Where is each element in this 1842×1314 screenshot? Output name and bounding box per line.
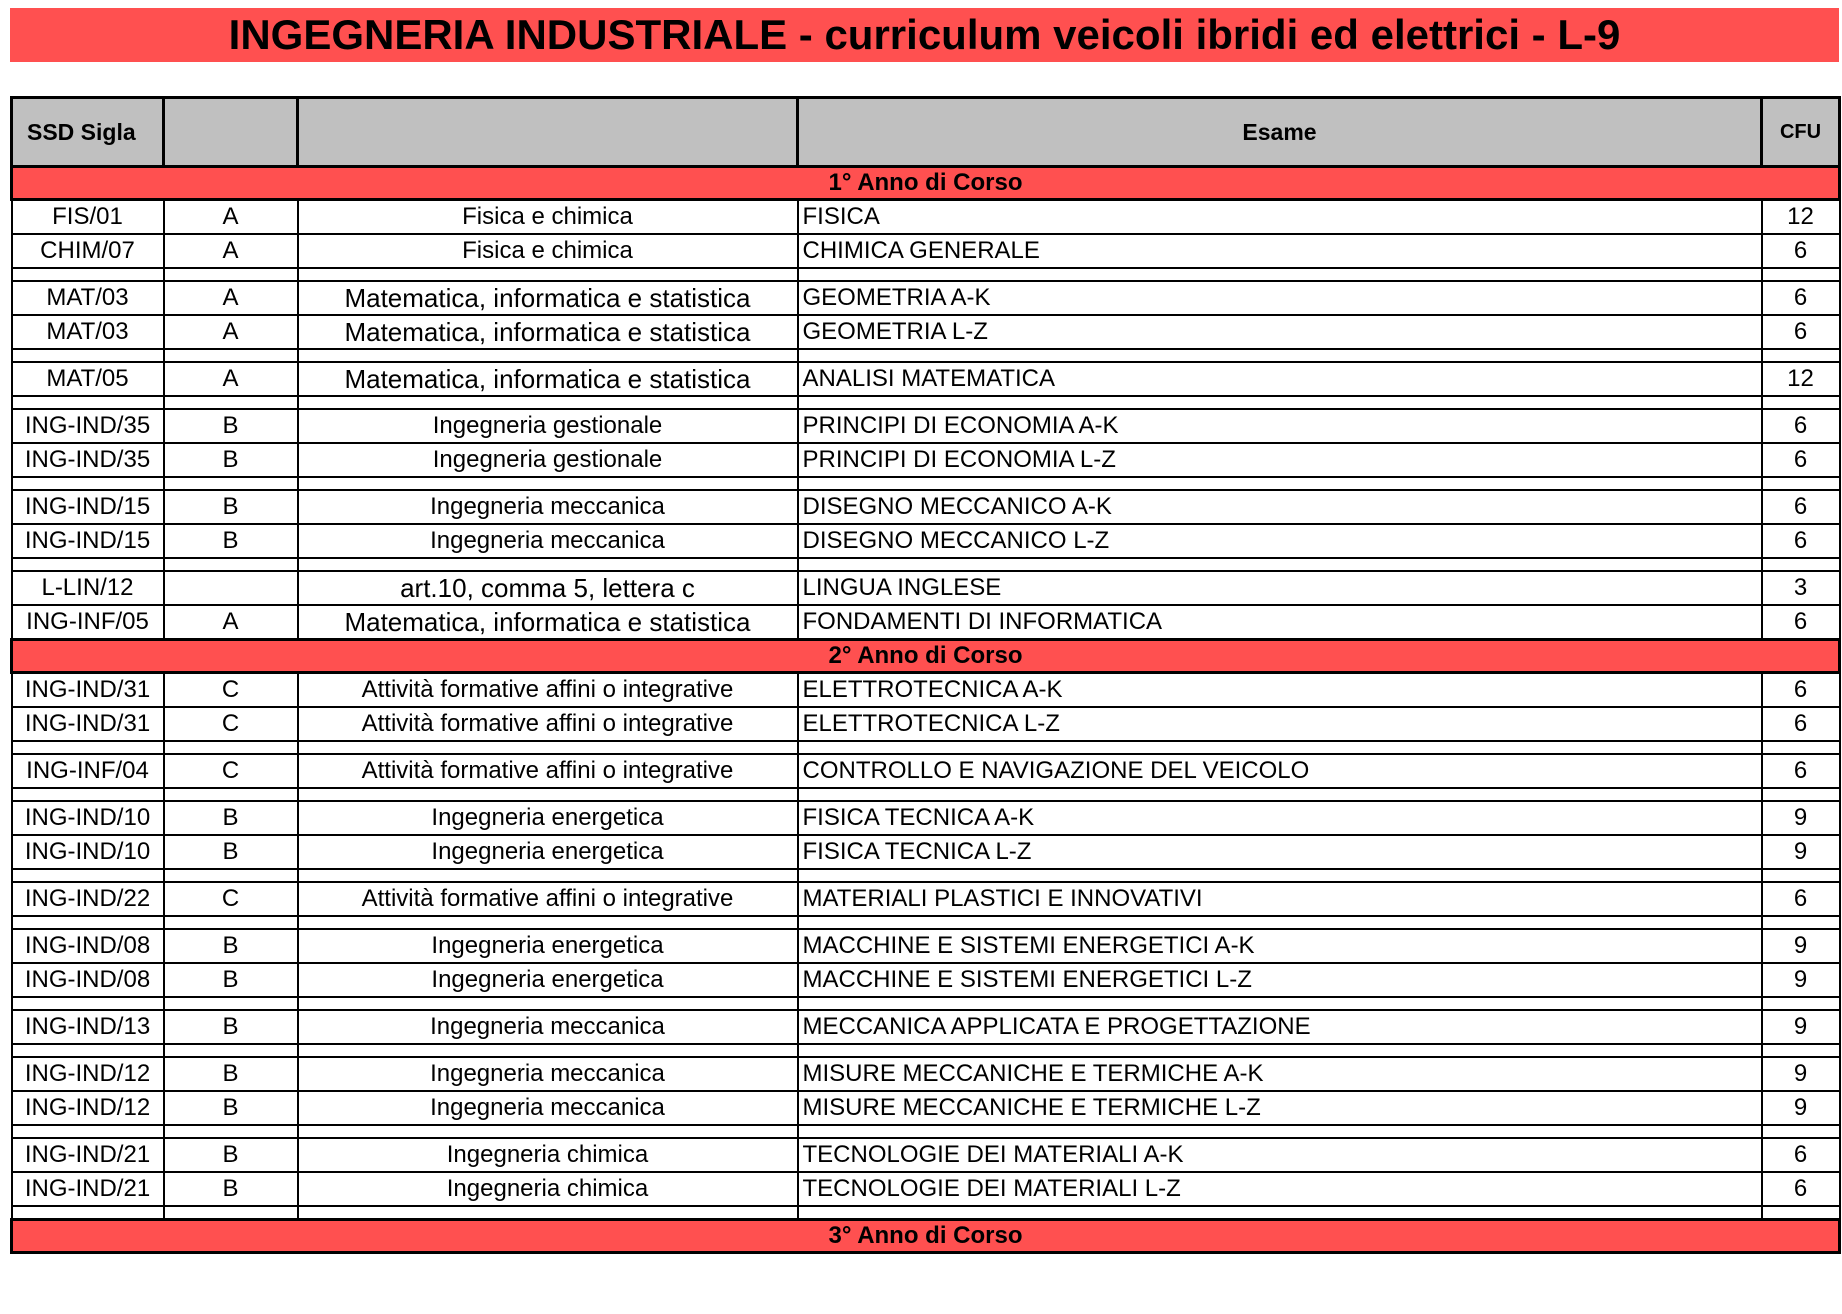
cell-cfu: 6: [1762, 315, 1840, 349]
cell-ssd: ING-IND/10: [12, 801, 164, 835]
spacer-cell: [164, 349, 298, 362]
spacer-cell: [164, 1125, 298, 1138]
table-row: [12, 801, 1840, 835]
spacer-cell: [164, 997, 298, 1010]
cell-cfu: 9: [1762, 1091, 1840, 1125]
cell-cfu: 6: [1762, 707, 1840, 741]
cell-tipo: A: [164, 200, 298, 235]
cell-esame: TECNOLOGIE DEI MATERIALI A-K: [798, 1138, 1762, 1172]
spacer-cell: [1762, 349, 1840, 362]
spacer-cell: [298, 396, 798, 409]
header-cfu: CFU: [1762, 98, 1840, 167]
spacer-cell: [798, 477, 1762, 490]
table-row: [12, 315, 1840, 349]
cell-esame: MACCHINE E SISTEMI ENERGETICI L-Z: [798, 963, 1762, 997]
table-row: [12, 605, 1840, 640]
table-row: [12, 1091, 1840, 1125]
spacer-cell: [12, 477, 164, 490]
spacer-cell: [12, 1044, 164, 1057]
spacer-cell: [164, 268, 298, 281]
cell-ambito: Attività formative affini o integrative: [298, 673, 798, 708]
spacer-cell: [298, 788, 798, 801]
cell-ssd: MAT/05: [12, 362, 164, 396]
header-ambito: [298, 98, 798, 167]
cell-tipo: B: [164, 1172, 298, 1206]
spacer-cell: [1762, 741, 1840, 754]
spacer-cell: [298, 1125, 798, 1138]
spacer-cell: [798, 741, 1762, 754]
cell-tipo: B: [164, 963, 298, 997]
cell-ssd: MAT/03: [12, 281, 164, 315]
cell-tipo: [164, 571, 298, 605]
cell-tipo: B: [164, 1138, 298, 1172]
cell-cfu: 6: [1762, 673, 1840, 708]
cell-ssd: MAT/03: [12, 315, 164, 349]
cell-ambito: Fisica e chimica: [298, 234, 798, 268]
cell-cfu: 6: [1762, 754, 1840, 788]
cell-ssd: ING-IND/31: [12, 707, 164, 741]
cell-ssd: L-LIN/12: [12, 571, 164, 605]
table-row: [12, 571, 1840, 605]
spacer-cell: [798, 268, 1762, 281]
table-body: [12, 167, 1840, 1253]
cell-tipo: C: [164, 754, 298, 788]
cell-esame: CONTROLLO E NAVIGAZIONE DEL VEICOLO: [798, 754, 1762, 788]
table-row: [12, 409, 1840, 443]
spacer-cell: [798, 916, 1762, 929]
cell-ambito: Fisica e chimica: [298, 200, 798, 235]
cell-esame: ANALISI MATEMATICA: [798, 362, 1762, 396]
cell-tipo: B: [164, 490, 298, 524]
cell-ssd: ING-IND/21: [12, 1172, 164, 1206]
header-row: [12, 98, 1840, 167]
spacer-cell: [798, 997, 1762, 1010]
cell-tipo: B: [164, 443, 298, 477]
curriculum-table: [10, 96, 1841, 1254]
spacer-cell: [298, 997, 798, 1010]
section-label: 2° Anno di Corso: [12, 640, 1840, 673]
section-row: [12, 167, 1840, 200]
spacer-cell: [164, 869, 298, 882]
cell-ssd: ING-IND/35: [12, 409, 164, 443]
cell-ssd: CHIM/07: [12, 234, 164, 268]
cell-tipo: A: [164, 605, 298, 640]
spacer-cell: [1762, 788, 1840, 801]
cell-cfu: 9: [1762, 835, 1840, 869]
spacer-cell: [164, 788, 298, 801]
spacer-cell: [1762, 997, 1840, 1010]
table-row: [12, 443, 1840, 477]
cell-ssd: ING-IND/08: [12, 929, 164, 963]
spacer-row: [12, 1044, 1840, 1057]
cell-ssd: ING-IND/15: [12, 524, 164, 558]
cell-esame: FISICA TECNICA A-K: [798, 801, 1762, 835]
cell-esame: MATERIALI PLASTICI E INNOVATIVI: [798, 882, 1762, 916]
spacer-cell: [298, 558, 798, 571]
cell-ambito: Ingegneria meccanica: [298, 524, 798, 558]
spacer-cell: [12, 788, 164, 801]
section-row: [12, 1220, 1840, 1253]
cell-cfu: 12: [1762, 362, 1840, 396]
cell-ssd: ING-IND/08: [12, 963, 164, 997]
cell-cfu: 6: [1762, 605, 1840, 640]
spacer-cell: [12, 916, 164, 929]
cell-esame: FISICA TECNICA L-Z: [798, 835, 1762, 869]
cell-esame: GEOMETRIA L-Z: [798, 315, 1762, 349]
cell-esame: MISURE MECCANICHE E TERMICHE L-Z: [798, 1091, 1762, 1125]
spacer-cell: [12, 558, 164, 571]
cell-tipo: B: [164, 1010, 298, 1044]
cell-tipo: A: [164, 281, 298, 315]
cell-ssd: FIS/01: [12, 200, 164, 235]
cell-esame: MACCHINE E SISTEMI ENERGETICI A-K: [798, 929, 1762, 963]
cell-ssd: ING-IND/10: [12, 835, 164, 869]
cell-ssd: ING-INF/05: [12, 605, 164, 640]
spacer-row: [12, 268, 1840, 281]
cell-ssd: ING-IND/21: [12, 1138, 164, 1172]
table-row: [12, 754, 1840, 788]
cell-esame: CHIMICA GENERALE: [798, 234, 1762, 268]
table-row: [12, 234, 1840, 268]
cell-esame: LINGUA INGLESE: [798, 571, 1762, 605]
cell-ssd: ING-IND/13: [12, 1010, 164, 1044]
cell-cfu: 6: [1762, 1172, 1840, 1206]
section-row: [12, 640, 1840, 673]
cell-ambito: Matematica, informatica e statistica: [298, 362, 798, 396]
spacer-row: [12, 1125, 1840, 1138]
cell-cfu: 9: [1762, 963, 1840, 997]
table-row: [12, 929, 1840, 963]
cell-tipo: B: [164, 524, 298, 558]
cell-tipo: B: [164, 835, 298, 869]
spacer-cell: [12, 1206, 164, 1220]
spacer-cell: [1762, 869, 1840, 882]
spacer-row: [12, 916, 1840, 929]
table-row: [12, 673, 1840, 708]
cell-cfu: 3: [1762, 571, 1840, 605]
spacer-cell: [12, 741, 164, 754]
table-row: [12, 707, 1840, 741]
cell-ssd: ING-IND/31: [12, 673, 164, 708]
spacer-cell: [12, 997, 164, 1010]
spacer-cell: [298, 916, 798, 929]
cell-ssd: ING-IND/15: [12, 490, 164, 524]
cell-tipo: B: [164, 929, 298, 963]
cell-ambito: Ingegneria meccanica: [298, 1091, 798, 1125]
cell-ambito: Ingegneria meccanica: [298, 1010, 798, 1044]
page-title: INGEGNERIA INDUSTRIALE - curriculum veicoli ibridi ed elettrici - L-9: [10, 8, 1839, 62]
spacer-cell: [164, 1044, 298, 1057]
header-tipo: [164, 98, 298, 167]
cell-esame: PRINCIPI DI ECONOMIA A-K: [798, 409, 1762, 443]
cell-ssd: ING-INF/04: [12, 754, 164, 788]
cell-esame: ELETTROTECNICA A-K: [798, 673, 1762, 708]
cell-ssd: ING-IND/12: [12, 1091, 164, 1125]
spacer-cell: [298, 268, 798, 281]
cell-tipo: A: [164, 362, 298, 396]
spacer-cell: [798, 788, 1762, 801]
cell-cfu: 9: [1762, 929, 1840, 963]
header-esame: Esame: [798, 98, 1762, 167]
cell-tipo: C: [164, 673, 298, 708]
section-label: 1° Anno di Corso: [12, 167, 1840, 200]
cell-ssd: ING-IND/22: [12, 882, 164, 916]
spacer-cell: [1762, 1125, 1840, 1138]
spacer-row: [12, 349, 1840, 362]
cell-cfu: 6: [1762, 281, 1840, 315]
cell-tipo: B: [164, 801, 298, 835]
table-row: [12, 362, 1840, 396]
cell-esame: FONDAMENTI DI INFORMATICA: [798, 605, 1762, 640]
cell-ambito: Matematica, informatica e statistica: [298, 605, 798, 640]
cell-cfu: 12: [1762, 200, 1840, 235]
spacer-cell: [1762, 396, 1840, 409]
spacer-cell: [12, 268, 164, 281]
table-row: [12, 490, 1840, 524]
table-row: [12, 281, 1840, 315]
spacer-cell: [164, 558, 298, 571]
cell-tipo: C: [164, 707, 298, 741]
spacer-cell: [798, 869, 1762, 882]
cell-ambito: Attività formative affini o integrative: [298, 754, 798, 788]
cell-cfu: 6: [1762, 234, 1840, 268]
cell-tipo: B: [164, 1057, 298, 1091]
cell-esame: TECNOLOGIE DEI MATERIALI L-Z: [798, 1172, 1762, 1206]
spacer-cell: [12, 1125, 164, 1138]
cell-ambito: Ingegneria energetica: [298, 963, 798, 997]
cell-cfu: 6: [1762, 524, 1840, 558]
spacer-cell: [798, 1206, 1762, 1220]
spacer-row: [12, 997, 1840, 1010]
spacer-cell: [1762, 1044, 1840, 1057]
cell-tipo: A: [164, 315, 298, 349]
cell-cfu: 6: [1762, 409, 1840, 443]
cell-ambito: art.10, comma 5, lettera c: [298, 571, 798, 605]
cell-esame: FISICA: [798, 200, 1762, 235]
cell-ambito: Ingegneria energetica: [298, 801, 798, 835]
table-row: [12, 835, 1840, 869]
table-row: [12, 200, 1840, 235]
cell-tipo: B: [164, 1091, 298, 1125]
table-row: [12, 882, 1840, 916]
cell-ambito: Matematica, informatica e statistica: [298, 281, 798, 315]
table-row: [12, 1172, 1840, 1206]
cell-esame: DISEGNO MECCANICO L-Z: [798, 524, 1762, 558]
cell-esame: ELETTROTECNICA L-Z: [798, 707, 1762, 741]
cell-tipo: B: [164, 409, 298, 443]
cell-cfu: 6: [1762, 443, 1840, 477]
spacer-cell: [164, 1206, 298, 1220]
spacer-row: [12, 1206, 1840, 1220]
cell-esame: MECCANICA APPLICATA E PROGETTAZIONE: [798, 1010, 1762, 1044]
cell-ssd: ING-IND/35: [12, 443, 164, 477]
spacer-cell: [1762, 916, 1840, 929]
table-row: [12, 524, 1840, 558]
cell-tipo: C: [164, 882, 298, 916]
spacer-cell: [298, 869, 798, 882]
cell-cfu: 6: [1762, 490, 1840, 524]
cell-ambito: Ingegneria meccanica: [298, 1057, 798, 1091]
spacer-row: [12, 558, 1840, 571]
spacer-cell: [798, 396, 1762, 409]
cell-ambito: Ingegneria chimica: [298, 1172, 798, 1206]
cell-cfu: 6: [1762, 882, 1840, 916]
spacer-cell: [798, 1044, 1762, 1057]
header-ssd: SSD Sigla: [12, 98, 164, 167]
spacer-cell: [12, 869, 164, 882]
cell-esame: DISEGNO MECCANICO A-K: [798, 490, 1762, 524]
cell-ambito: Ingegneria energetica: [298, 835, 798, 869]
table-row: [12, 1057, 1840, 1091]
table-row: [12, 1138, 1840, 1172]
spacer-row: [12, 477, 1840, 490]
spacer-cell: [1762, 268, 1840, 281]
spacer-cell: [164, 741, 298, 754]
spacer-cell: [1762, 558, 1840, 571]
cell-cfu: 9: [1762, 1057, 1840, 1091]
cell-ambito: Ingegneria chimica: [298, 1138, 798, 1172]
cell-ambito: Ingegneria gestionale: [298, 443, 798, 477]
spacer-cell: [298, 1044, 798, 1057]
cell-ambito: Ingegneria meccanica: [298, 490, 798, 524]
spacer-row: [12, 788, 1840, 801]
cell-ambito: Ingegneria energetica: [298, 929, 798, 963]
spacer-cell: [298, 741, 798, 754]
cell-cfu: 9: [1762, 1010, 1840, 1044]
spacer-cell: [164, 396, 298, 409]
cell-ssd: ING-IND/12: [12, 1057, 164, 1091]
spacer-cell: [1762, 1206, 1840, 1220]
spacer-cell: [798, 349, 1762, 362]
spacer-cell: [298, 477, 798, 490]
spacer-cell: [798, 558, 1762, 571]
spacer-cell: [12, 396, 164, 409]
cell-cfu: 6: [1762, 1138, 1840, 1172]
table-row: [12, 1010, 1840, 1044]
section-label: 3° Anno di Corso: [12, 1220, 1840, 1253]
spacer-row: [12, 741, 1840, 754]
cell-ambito: Attività formative affini o integrative: [298, 882, 798, 916]
cell-tipo: A: [164, 234, 298, 268]
cell-ambito: Attività formative affini o integrative: [298, 707, 798, 741]
spacer-cell: [298, 1206, 798, 1220]
cell-esame: MISURE MECCANICHE E TERMICHE A-K: [798, 1057, 1762, 1091]
cell-esame: GEOMETRIA A-K: [798, 281, 1762, 315]
cell-esame: PRINCIPI DI ECONOMIA L-Z: [798, 443, 1762, 477]
spacer-cell: [798, 1125, 1762, 1138]
spacer-cell: [298, 349, 798, 362]
spacer-cell: [12, 349, 164, 362]
spacer-cell: [164, 477, 298, 490]
table-row: [12, 963, 1840, 997]
cell-ambito: Matematica, informatica e statistica: [298, 315, 798, 349]
spacer-row: [12, 396, 1840, 409]
spacer-row: [12, 869, 1840, 882]
cell-cfu: 9: [1762, 801, 1840, 835]
spacer-cell: [164, 916, 298, 929]
cell-ambito: Ingegneria gestionale: [298, 409, 798, 443]
spacer-cell: [1762, 477, 1840, 490]
